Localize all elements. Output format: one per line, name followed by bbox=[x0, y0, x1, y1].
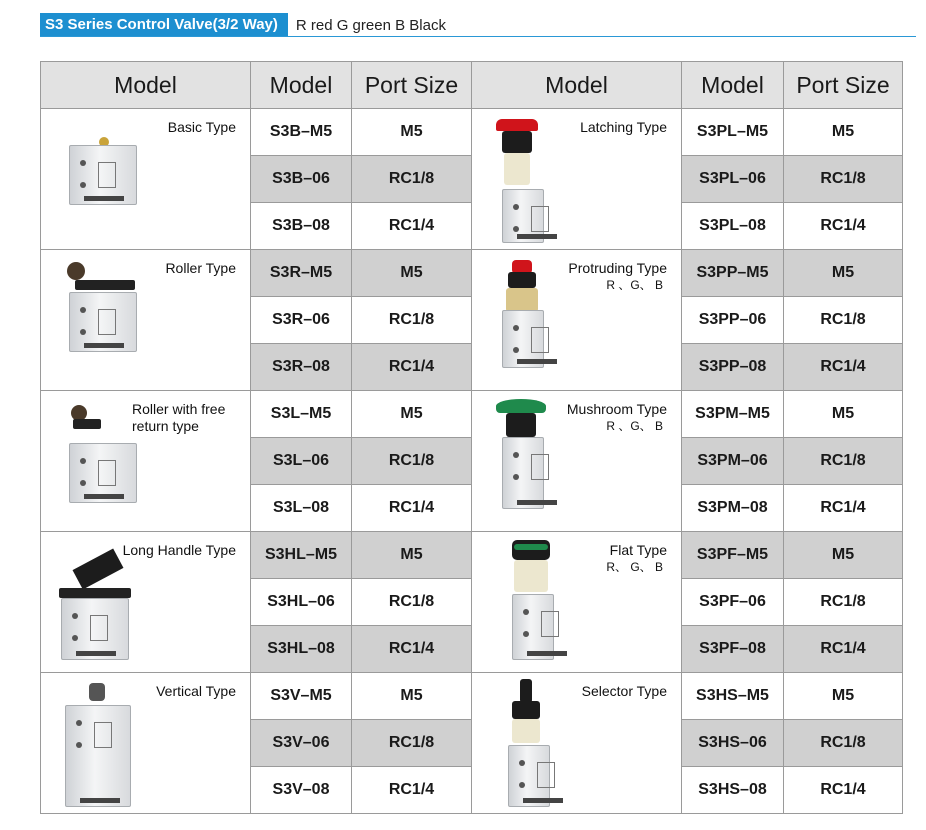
port-size: M5 bbox=[352, 109, 472, 156]
roller-type-valve-icon bbox=[41, 250, 250, 390]
port-size: RC1/4 bbox=[784, 203, 903, 250]
latching-type-valve-icon bbox=[472, 109, 681, 249]
column-header-port-size: Port Size bbox=[352, 62, 472, 109]
model-code: S3V–M5 bbox=[251, 673, 352, 720]
port-size: RC1/4 bbox=[352, 203, 472, 250]
type-name-text: Long Handle Type bbox=[122, 542, 236, 558]
port-size: M5 bbox=[352, 391, 472, 438]
table-row bbox=[472, 673, 903, 720]
model-code: S3PL–08 bbox=[682, 203, 784, 250]
port-size: M5 bbox=[784, 532, 903, 579]
port-size: RC1/8 bbox=[352, 579, 472, 626]
color-legend: R red G green B Black bbox=[295, 16, 446, 34]
model-code: S3PF–06 bbox=[682, 579, 784, 626]
type-cell bbox=[41, 109, 251, 250]
model-code: S3B–08 bbox=[251, 203, 352, 250]
model-code: S3PF–08 bbox=[682, 626, 784, 673]
port-size: RC1/4 bbox=[784, 485, 903, 532]
model-code: S3R–08 bbox=[251, 344, 352, 391]
model-code: S3R–M5 bbox=[251, 250, 352, 297]
model-code: S3PL–M5 bbox=[682, 109, 784, 156]
selector-type-valve-icon bbox=[472, 673, 681, 813]
type-cell bbox=[472, 532, 682, 673]
port-size: RC1/4 bbox=[352, 344, 472, 391]
port-size: RC1/8 bbox=[784, 579, 903, 626]
column-header-model-type: Model bbox=[41, 62, 251, 109]
model-code: S3PM–M5 bbox=[682, 391, 784, 438]
port-size: M5 bbox=[784, 109, 903, 156]
model-code: S3V–06 bbox=[251, 720, 352, 767]
model-code: S3PP–08 bbox=[682, 344, 784, 391]
model-code: S3L–06 bbox=[251, 438, 352, 485]
type-cell bbox=[472, 391, 682, 532]
port-size: RC1/4 bbox=[352, 626, 472, 673]
type-name-text: Selector Type bbox=[581, 683, 667, 699]
column-header-model-type: Model bbox=[472, 62, 682, 109]
long-handle-valve-icon bbox=[41, 532, 250, 672]
type-name-text: Flat Type bbox=[609, 542, 667, 558]
header-row bbox=[472, 62, 903, 109]
model-code: S3HL–06 bbox=[251, 579, 352, 626]
port-size: RC1/4 bbox=[784, 767, 903, 814]
column-header-model: Model bbox=[682, 62, 784, 109]
type-name-text: Basic Type bbox=[167, 119, 236, 135]
port-size: M5 bbox=[784, 391, 903, 438]
port-size: M5 bbox=[352, 532, 472, 579]
port-size: RC1/8 bbox=[784, 156, 903, 203]
model-code: S3HS–08 bbox=[682, 767, 784, 814]
model-code: S3R–06 bbox=[251, 297, 352, 344]
type-cell bbox=[41, 391, 251, 532]
available-colors: R、 G、 B bbox=[606, 560, 663, 574]
model-code: S3B–M5 bbox=[251, 109, 352, 156]
port-size: M5 bbox=[784, 673, 903, 720]
mushroom-type-valve-icon bbox=[472, 391, 681, 531]
spec-table-left bbox=[40, 61, 472, 814]
table-row bbox=[472, 391, 903, 438]
table-row bbox=[41, 109, 472, 156]
roller-free-return-valve-icon bbox=[41, 391, 250, 531]
model-code: S3PP–M5 bbox=[682, 250, 784, 297]
type-cell bbox=[472, 109, 682, 250]
model-code: S3HS–06 bbox=[682, 720, 784, 767]
vertical-type-valve-icon bbox=[41, 673, 250, 813]
model-code: S3V–08 bbox=[251, 767, 352, 814]
table-row bbox=[41, 391, 472, 438]
port-size: RC1/8 bbox=[784, 297, 903, 344]
column-header-port-size: Port Size bbox=[784, 62, 903, 109]
type-name-text: Latching Type bbox=[580, 119, 667, 135]
port-size: RC1/4 bbox=[352, 485, 472, 532]
model-code: S3HS–M5 bbox=[682, 673, 784, 720]
port-size: RC1/8 bbox=[784, 720, 903, 767]
port-size: RC1/8 bbox=[352, 156, 472, 203]
available-colors: R 、G、 B bbox=[606, 419, 663, 433]
type-cell bbox=[472, 673, 682, 814]
model-code: S3HL–M5 bbox=[251, 532, 352, 579]
port-size: M5 bbox=[352, 250, 472, 297]
port-size: RC1/4 bbox=[784, 344, 903, 391]
type-name-text: Roller Type bbox=[165, 260, 236, 276]
model-code: S3PF–M5 bbox=[682, 532, 784, 579]
model-code: S3PP–06 bbox=[682, 297, 784, 344]
available-colors: R 、G、 B bbox=[606, 278, 663, 292]
spec-table-right bbox=[471, 61, 903, 814]
table-row bbox=[472, 250, 903, 297]
table-row bbox=[472, 109, 903, 156]
type-name-text: Mushroom Type bbox=[566, 401, 667, 417]
table-row bbox=[41, 532, 472, 579]
port-size: M5 bbox=[352, 673, 472, 720]
type-cell bbox=[41, 673, 251, 814]
model-code: S3HL–08 bbox=[251, 626, 352, 673]
model-code: S3L–08 bbox=[251, 485, 352, 532]
port-size: RC1/8 bbox=[784, 438, 903, 485]
page-title: S3 Series Control Valve(3/2 Way) bbox=[40, 13, 288, 37]
flat-type-valve-icon bbox=[472, 532, 681, 672]
page-header bbox=[40, 13, 446, 37]
column-header-model: Model bbox=[251, 62, 352, 109]
basic-type-valve-icon bbox=[41, 109, 250, 249]
type-name-text: Vertical Type bbox=[156, 683, 236, 699]
header-rule bbox=[40, 36, 916, 37]
type-cell bbox=[472, 250, 682, 391]
table-row bbox=[41, 250, 472, 297]
port-size: RC1/8 bbox=[352, 297, 472, 344]
protruding-type-valve-icon bbox=[472, 250, 681, 390]
port-size: RC1/4 bbox=[784, 626, 903, 673]
port-size: RC1/8 bbox=[352, 720, 472, 767]
model-code: S3L–M5 bbox=[251, 391, 352, 438]
type-name-text: Roller with free return type bbox=[132, 401, 226, 434]
table-row bbox=[41, 673, 472, 720]
model-code: S3B–06 bbox=[251, 156, 352, 203]
model-code: S3PM–06 bbox=[682, 438, 784, 485]
port-size: M5 bbox=[784, 250, 903, 297]
port-size: RC1/4 bbox=[352, 767, 472, 814]
model-code: S3PL–06 bbox=[682, 156, 784, 203]
type-name-text: Protruding Type bbox=[568, 260, 667, 276]
type-cell bbox=[41, 250, 251, 391]
type-cell bbox=[41, 532, 251, 673]
header-row bbox=[41, 62, 472, 109]
model-code: S3PM–08 bbox=[682, 485, 784, 532]
port-size: RC1/8 bbox=[352, 438, 472, 485]
table-row bbox=[472, 532, 903, 579]
